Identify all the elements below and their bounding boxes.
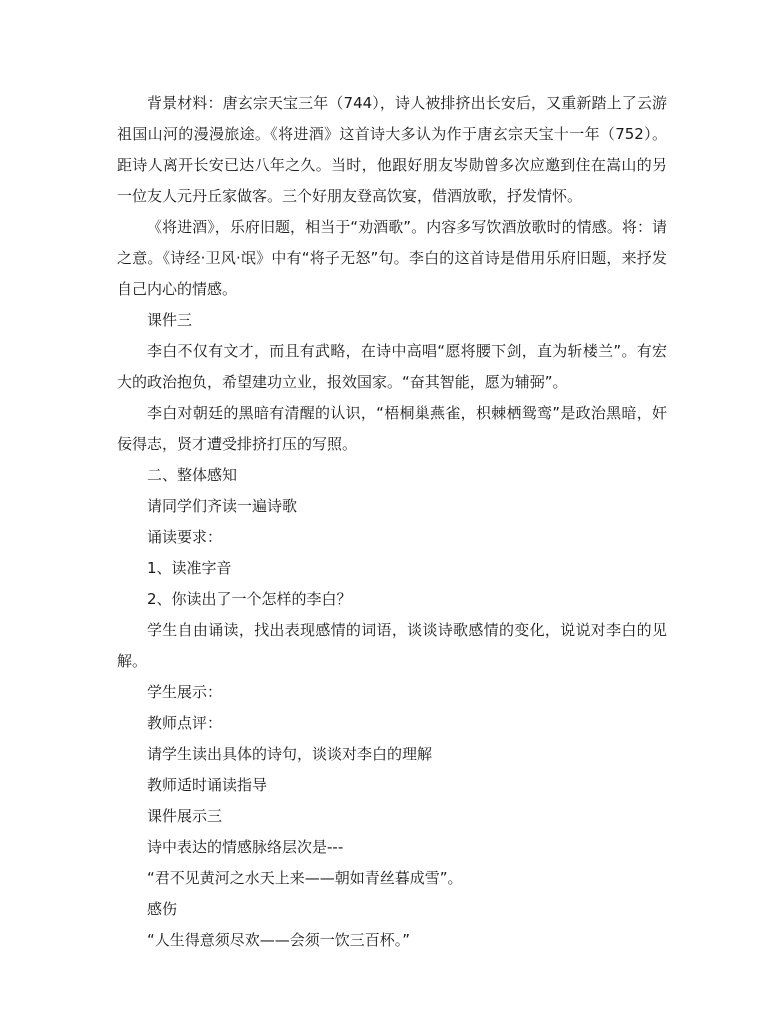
title-explanation-paragraph: 《将进酒》，乐府旧题，相当于“劝酒歌”。内容多写饮酒放歌时的情感。将：请之意。《诗经·卫风·氓》中有“将子无怒”句。李白的这首诗是借用乐府旧题，来抒发自己内心的情感。: [117, 218, 667, 298]
quote-line: “君不见黄河之水天上来——朝如青丝暮成雪”。: [147, 869, 463, 887]
text-line: 学生展示：: [147, 683, 223, 701]
ambition-paragraph: 李白不仅有文才，而且有武略，在诗中高唱“愿将腰下剑，直为斩楼兰”。有宏大的政治抱负，希望建功立业，报效国家。“奋其智能，愿为辅弼”。: [117, 342, 667, 391]
text-line: 诵读要求：: [147, 528, 223, 546]
text-line: 教师适时诵读指导: [147, 776, 268, 794]
text-line: 请学生读出具体的诗句，谈谈对李白的理解: [147, 745, 433, 763]
text-line: 感伤: [147, 900, 178, 918]
text-line: 请同学们齐读一遍诗歌: [147, 497, 298, 515]
reading-paragraph: 学生自由诵读，找出表现感情的词语，谈谈诗歌感情的变化，说说对李白的见解。: [117, 621, 667, 670]
courseware-heading: 课件三: [147, 311, 193, 329]
quote-line: “人生得意须尽欢——会须一饮三百杯。”: [147, 931, 411, 949]
courseware-heading: 课件展示三: [147, 807, 223, 825]
list-item: 1、读准字音: [147, 559, 232, 577]
court-paragraph: 李白对朝廷的黑暗有清醒的认识，“梧桐巢燕雀，枳棘栖鸳鸾”是政治黑暗，奸佞得志，贤才遭受排挤打压的写照。: [117, 404, 667, 453]
section-heading: 二、整体感知: [147, 466, 238, 484]
background-paragraph: 背景材料：唐玄宗天宝三年（744），诗人被排挤出长安后，又重新踏上了云游祖国山河的漫漫旅途。《将进酒》这首诗大多认为作于唐玄宗天宝十一年（752）。距诗人离开长安已达八年之久。当时，他跟好朋友岑勋曾多次应邀到住在嵩山的另一位友人元丹丘家做客。三个好朋友登高饮宴，借酒放歌，抒发情怀。: [117, 94, 667, 205]
document-page: [117, 88, 667, 956]
text-line: 诗中表达的情感脉络层次是---: [147, 838, 344, 856]
text-line: 教师点评：: [147, 714, 223, 732]
list-item: 2、你读出了一个怎样的李白？: [147, 590, 352, 608]
